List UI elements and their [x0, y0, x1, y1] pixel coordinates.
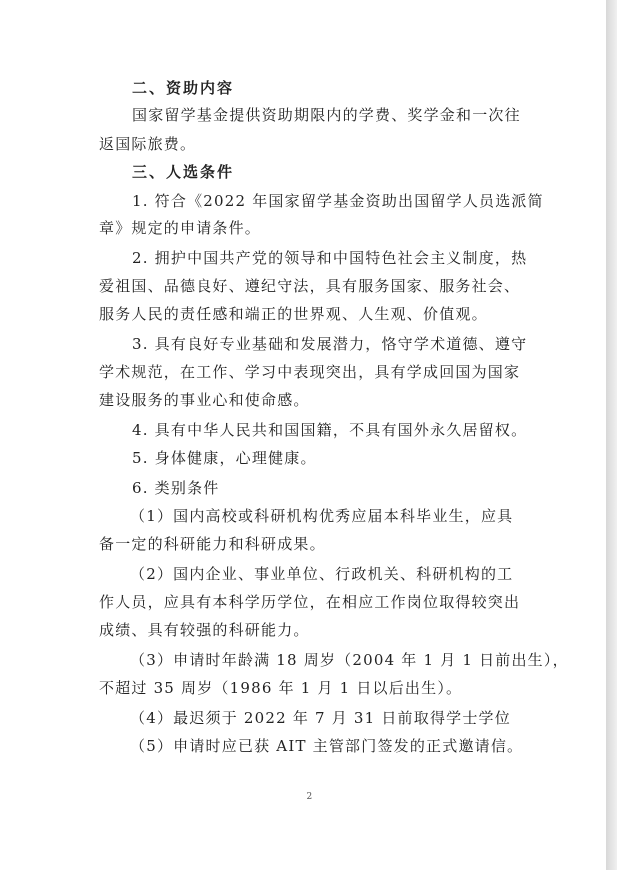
text-line: 备一定的科研能力和科研成果。 [99, 535, 326, 553]
page-edge-shadow [606, 0, 617, 870]
text-line: 作人员，应具有本科学历学位，在相应工作岗位取得较突出 [99, 593, 521, 611]
page-number: 2 [306, 792, 314, 802]
text-line: （2）国内企业、事业单位、行政机关、科研机构的工 [130, 565, 514, 583]
text-line: 学术规范，在工作、学习中表现突出，具有学成回国为国家 [99, 363, 521, 381]
section-heading-funding: 二、资助内容 [132, 79, 235, 97]
text-line: 3. 具有良好专业基础和发展潜力，恪守学术道德、遵守 [132, 335, 528, 353]
text-line: 5. 身体健康，心理健康。 [132, 449, 317, 467]
text-line: 6. 类别条件 [132, 479, 220, 497]
text-line: 服务人民的责任感和端正的世界观、人生观、价值观。 [99, 305, 488, 323]
text-line: 2. 拥护中国共产党的领导和中国特色社会主义制度，热 [132, 249, 528, 267]
text-line: （3）申请时年龄满 18 周岁（2004 年 1 月 1 日前出生）， [130, 651, 569, 669]
text-line: 返国际旅费。 [99, 135, 197, 153]
text-line: （5）申请时应已获 AIT 主管部门签发的正式邀请信。 [130, 737, 524, 755]
text-line: 4. 具有中华人民共和国国籍，不具有国外永久居留权。 [132, 421, 528, 439]
text-line: （1）国内高校或科研机构优秀应届本科毕业生，应具 [130, 507, 514, 525]
text-line: 爱祖国、品德良好、遵纪守法，具有服务国家、服务社会、 [99, 277, 521, 295]
text-line: 1. 符合《2022 年国家留学基金资助出国留学人员选派简 [132, 192, 544, 210]
text-line: 成绩、具有较强的科研能力。 [99, 621, 310, 639]
section-heading-selection: 三、人选条件 [132, 163, 235, 181]
text-line: 建设服务的事业心和使命感。 [99, 391, 310, 409]
text-line: 不超过 35 周岁（1986 年 1 月 1 日以后出生）。 [99, 679, 463, 697]
text-line: （4）最迟须于 2022 年 7 月 31 日前取得学士学位 [130, 709, 511, 727]
text-line: 章》规定的申请条件。 [99, 219, 262, 237]
text-line: 国家留学基金提供资助期限内的学费、奖学金和一次往 [132, 106, 521, 124]
